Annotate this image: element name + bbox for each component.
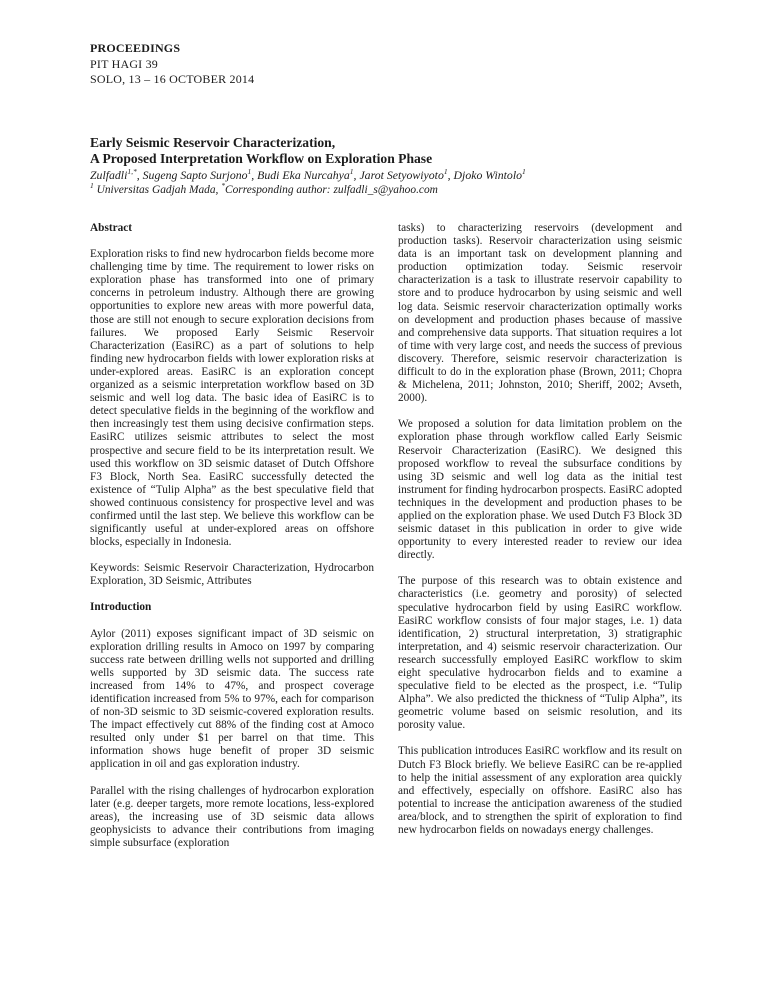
body-paragraph-continuation: tasks) to characterizing reservoirs (development and production tasks). Reservoir characterization using seismic data is an important task on development planning and production optimization today. Seismic reservoir characterization is a task to illustrate reservoir capability to store and to produce hydrocarbon by using seismic and well log data. Seismic reservoir characterization optimally works on development and production phases because of massive and comprehensive data supports. That situation requires a lot of time with very large cost, and needs the success of previous discovery. Therefore, seismic reservoir characterization is difficult to do in the exploration phase (Brown, 2011; Chopra & Michelena, 2011; Johnston, 2010; Sheriff, 2002; Avseth, 2000). [398, 222, 682, 405]
abstract-heading: Abstract [90, 222, 133, 234]
paper-title-line-2: A Proposed Interpretation Workflow on Exploration Phase [90, 151, 433, 166]
author-superscript: 1 [443, 167, 448, 177]
author-name: Sugeng Sapto Surjono [142, 168, 248, 182]
author-name: Zulfadli [90, 168, 128, 182]
author-name: Budi Eka Nurcahya [257, 168, 350, 182]
author-separator: , [447, 168, 454, 182]
left-column [90, 222, 374, 850]
corresponding-author-text: Corresponding author: zulfadli_s@yahoo.com [225, 184, 438, 196]
proceedings-label: PROCEEDINGS [90, 41, 181, 55]
author-line [90, 168, 690, 183]
author-separator: , [251, 168, 258, 182]
title-block [90, 135, 690, 198]
author-superscript: 1 [247, 167, 252, 177]
body-paragraph-solution: We proposed a solution for data limitation problem on the exploration phase through workflow called Early Seismic Reservoir Characterization (EasiRC). We designed this proposed workflow to reveal the subsurface conditions by using 3D seismic and well log data as the initial test instrument for finding hydrocarbon prospects. EasiRC adopted techniques in the development and production phases to be applied on the exploration phase. We used Dutch F3 Block 3D seismic dataset in this publication in order to give wide opportunity to every interested reader to review our idea directly. [398, 418, 682, 562]
proceedings-location-date: SOLO, 13 – 16 OCTOBER 2014 [90, 72, 255, 86]
affiliation-line [90, 183, 690, 198]
author-superscript: 1 [349, 167, 354, 177]
author-separator: , [353, 168, 360, 182]
author-superscript: 1 [522, 167, 526, 177]
proceedings-header [90, 41, 254, 88]
affiliation-text: Universitas Gadjah Mada, [93, 184, 222, 196]
author-name: Jarot Setyowiyoto [359, 168, 444, 182]
introduction-paragraph-2: Parallel with the rising challenges of hydrocarbon exploration later (e.g. deeper targets, more remote locations, less-explored areas), the increasing use of 3D seismic data allows geophysicists to advance their contributions from imaging simple subsurface (exploration [90, 784, 374, 849]
body-paragraph-purpose: The purpose of this research was to obtain existence and characteristics (i.e. geometry and porosity) of selected speculative hydrocarbon field by using EasiRC workflow. EasiRC workflow consists of four major stages, i.e. 1) data identification, 2) structural interpretation, 3) stratigraphic interpretation, and 4) seismic reservoir characterization. Our research successfully employed EasiRC workflow to skim eight speculative hydrocarbon fields and to examine a speculative field to be elected as the prospect, i.e. “Tulip Alpha”. We also predicted the thickness of “Tulip Alpha”, its geometric volume based on seismic resolution, and its porosity value. [398, 575, 682, 732]
proceedings-event: PIT HAGI 39 [90, 56, 158, 71]
author-name: Djoko Wintolo [453, 168, 522, 182]
abstract-paragraph: Exploration risks to find new hydrocarbon fields become more challenging time by time. The requirement to lower risks on exploration phase has transformed into one of primary concerns in petroleum industry. Although there are growing opportunities to explore new areas with more powerful data, those are still not enough to secure exploration decisions from failures. We proposed Early Seismic Reservoir Characterization (EasiRC) as a part of solutions to help finding new hydrocarbon fields with lower exploration risks at under-explored areas. EasiRC is an exploration concept organized as a seismic interpretation workflow based on 3D seismic and well log data. The basic idea of EasiRC is to detect speculative fields in the beginning of the workflow and then increasingly test them using decisive confirmation steps. EasiRC utilizes seismic attributes to select the most prospective and secure field to be its interpretation result. We used this workflow on 3D seismic dataset of Dutch Offshore F3 Block, North Sea. EasiRC successfully detected the existence of “Tulip Alpha” as the best speculative field that showed continuous consistency for prospective level and was confirmed until the last step. We believe this workflow can be significantly useful at under-explored areas on offshore blocks, especially in Indonesia. [90, 248, 374, 549]
author-separator: , [136, 168, 143, 182]
body-paragraph-conclusion: This publication introduces EasiRC workflow and its result on Dutch F3 Block briefly. We believe EasiRC can be re-applied to help the initial assessment of any exploration area quickly and effectively, especially on offshore. EasiRC also has potential to increase the anticipation awareness of the studied area/block, and to strengthen the spirit of exploration to find new hydrocarbon fields on nowadays energy challenges. [398, 745, 682, 837]
corresponding-author-superscript: * [221, 181, 226, 191]
right-column [398, 222, 682, 850]
affiliation-superscript: 1 [90, 181, 94, 191]
introduction-paragraph-1: Aylor (2011) exposes significant impact of 3D seismic on exploration drilling results in Amoco on 1997 by comparing success rate between drilling wells not supported and drilling wells supported by 3D seismic data. The success rate increased from 14% to 47%, and prospect coverage identification increased from 5% to 97%, each for comparison of non-3D seismic to 3D seismic-covered exploration results. The impact effectively cut 88% of the finding cost at Amoco resulted only under $1 per barrel on that time. This information shows huge benefit of proper 3D seismic application in oil and gas exploration industry. [90, 627, 374, 771]
paper-title-line-1: Early Seismic Reservoir Characterization, [90, 135, 336, 150]
author-superscript: 1,* [127, 167, 137, 177]
two-column-body [90, 222, 682, 850]
keywords-paragraph: Keywords: Seismic Reservoir Characterization, Hydrocarbon Exploration, 3D Seismic, Attributes [90, 562, 374, 588]
introduction-heading: Introduction [90, 601, 152, 614]
